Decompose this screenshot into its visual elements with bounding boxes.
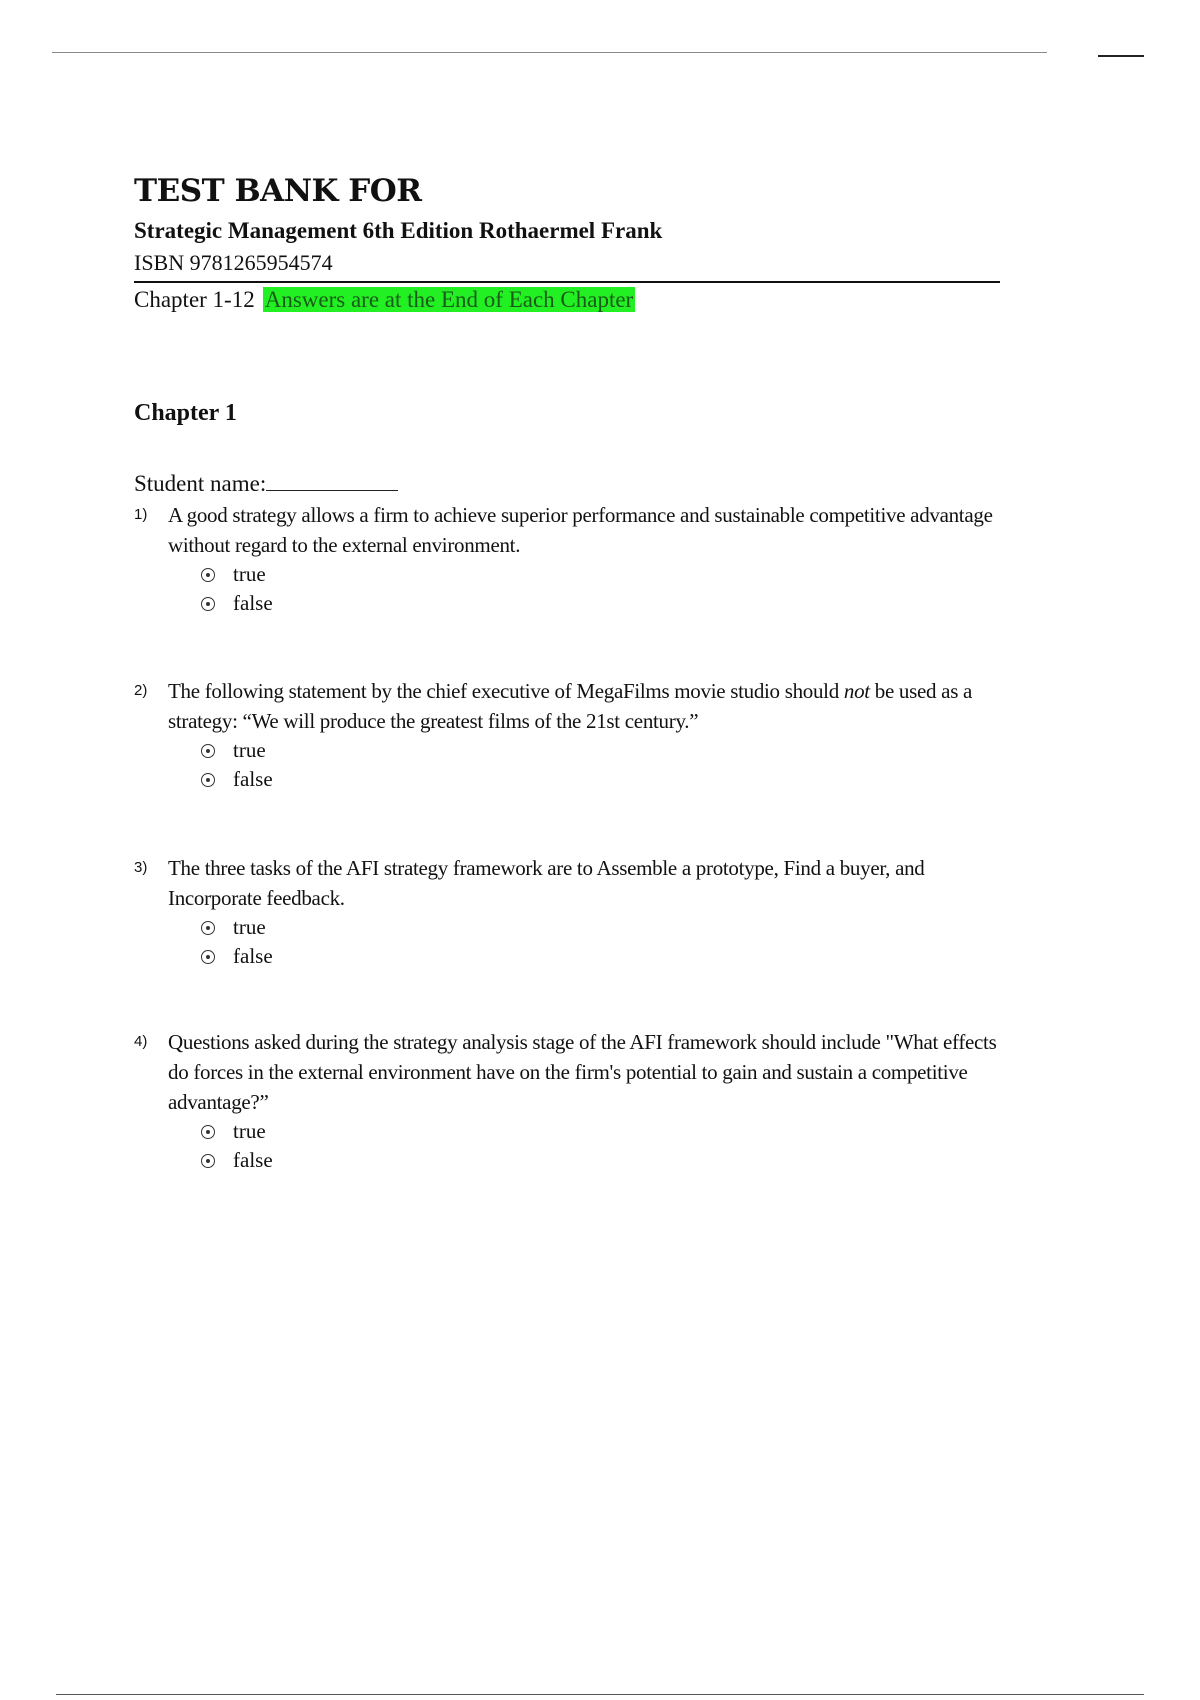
document-header bbox=[134, 172, 1000, 315]
question-text bbox=[168, 676, 1004, 736]
question-text: A good strategy allows a firm to achieve superior performance and sustainable competitive advantage without regard to the external environment. bbox=[168, 503, 993, 557]
answer-options bbox=[134, 560, 1004, 618]
radio-icon[interactable] bbox=[201, 1154, 215, 1168]
question-text: Questions asked during the strategy analysis stage of the AFI framework should include "What effects do forces in the external environment have on the firm's potential to gain and sustain a competitive advantage?” bbox=[168, 1030, 997, 1114]
question-text-part: The following statement by the chief executive of MegaFilms movie studio should bbox=[168, 679, 844, 703]
option-true[interactable] bbox=[201, 1117, 1004, 1146]
student-name-label: Student name: bbox=[134, 471, 267, 496]
radio-icon[interactable] bbox=[201, 568, 215, 582]
option-label: false bbox=[233, 944, 273, 968]
question-text: The three tasks of the AFI strategy framework are to Assemble a prototype, Find a buyer, and Incorporate feedback. bbox=[168, 856, 925, 910]
option-true[interactable] bbox=[201, 913, 1004, 942]
option-label: true bbox=[233, 915, 266, 939]
option-false[interactable] bbox=[201, 589, 1004, 618]
option-label: false bbox=[233, 591, 273, 615]
student-name-blank bbox=[266, 470, 398, 491]
question-2 bbox=[134, 676, 1004, 794]
question-4 bbox=[134, 1027, 1004, 1175]
radio-icon[interactable] bbox=[201, 744, 215, 758]
answer-options bbox=[134, 736, 1004, 794]
option-true[interactable] bbox=[201, 560, 1004, 589]
top-rule bbox=[52, 52, 1047, 53]
option-label: false bbox=[233, 767, 273, 791]
option-label: true bbox=[233, 562, 266, 586]
bottom-rule bbox=[56, 1694, 1144, 1695]
question-text-part: be used as a strategy: “We will produce the greatest films of the 21st century.” bbox=[168, 679, 973, 733]
option-label: true bbox=[233, 738, 266, 762]
option-true[interactable] bbox=[201, 736, 1004, 765]
question-3 bbox=[134, 853, 1004, 971]
option-label: true bbox=[233, 1119, 266, 1143]
question-number: 1) bbox=[134, 506, 148, 523]
option-false[interactable] bbox=[201, 765, 1004, 794]
chapter-range: Chapter 1-12 bbox=[134, 287, 255, 312]
document-title: TEST BANK FOR bbox=[134, 173, 422, 209]
radio-icon[interactable] bbox=[201, 950, 215, 964]
radio-icon[interactable] bbox=[201, 1125, 215, 1139]
radio-icon[interactable] bbox=[201, 921, 215, 935]
radio-icon[interactable] bbox=[201, 597, 215, 611]
answer-options bbox=[134, 913, 1004, 971]
question-text-emphasis: not bbox=[843, 679, 870, 703]
radio-icon[interactable] bbox=[201, 773, 215, 787]
question-number: 4) bbox=[134, 1033, 148, 1050]
option-false[interactable] bbox=[201, 1146, 1004, 1175]
answers-note-highlight: Answers are at the End of Each Chapter bbox=[264, 287, 634, 312]
top-corner-mark bbox=[1098, 55, 1144, 57]
answer-options bbox=[134, 1117, 1004, 1175]
chapter-heading: Chapter 1 bbox=[134, 400, 237, 426]
isbn-line: ISBN 9781265954574 bbox=[134, 248, 1000, 283]
chapters-line bbox=[134, 285, 1000, 315]
student-name-field bbox=[134, 470, 398, 497]
question-number: 3) bbox=[134, 859, 148, 876]
option-label: false bbox=[233, 1148, 273, 1172]
question-1 bbox=[134, 500, 1004, 618]
book-subtitle: Strategic Management 6th Edition Rothaermel Frank bbox=[134, 218, 663, 243]
option-false[interactable] bbox=[201, 942, 1004, 971]
question-number: 2) bbox=[134, 682, 148, 699]
